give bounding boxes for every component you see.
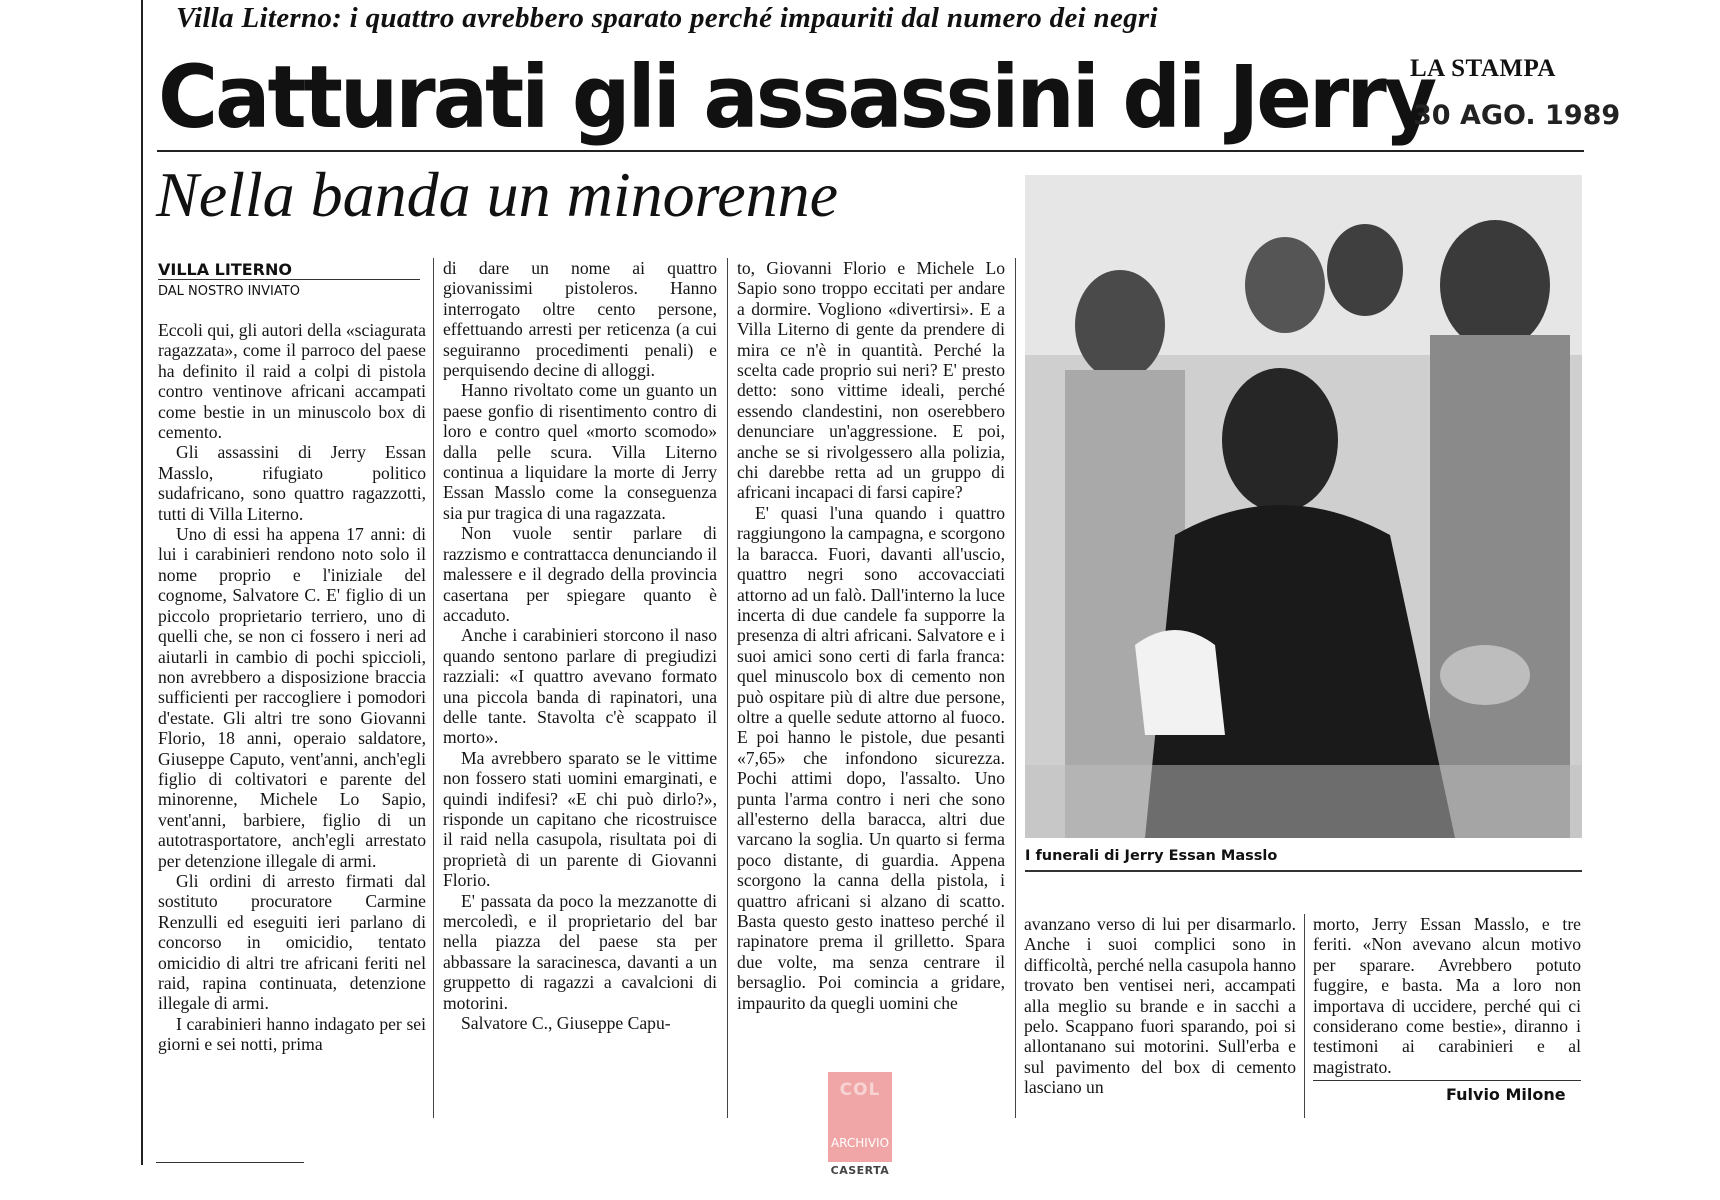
paragraph: to, Giovanni Florio e Michele Lo Sapio sono troppo eccitati per andare a dormire. Vogliono «divertirsi». E a Villa Literno di gente da prendere di mira ce n'è in quantità. Perché la scelta cade proprio sui neri? E' presto detto: sono vittime ideali, perché essendo clandestini, non oserebbero denunciare un'aggressione. E poi, anche se si rivolgessero alla polizia, chi darebbe retta ad un gruppo di africani incapaci di farsi capire? xyxy=(737,258,1005,503)
subhead: Nella banda un minorenne xyxy=(156,159,838,230)
column-rule xyxy=(1015,258,1016,1118)
kicker: Villa Literno: i quattro avrebbero sparato perché impauriti dal numero dei negri xyxy=(176,2,1158,34)
masthead-la-stampa: LA STAMPA xyxy=(1410,55,1556,82)
article-column-5 xyxy=(1313,914,1581,1077)
paragraph: I carabinieri hanno indagato per sei giorni e sei notti, prima xyxy=(158,1013,426,1055)
caption-rule xyxy=(1025,870,1582,872)
paragraph: Uno di essi ha appena 17 anni: di lui i carabinieri rendono noto solo il nome proprio e l'iniziale del cognome, Salvatore C. E' figlio di un piccolo proprietario terriero, uno di quelli che, se non ci fossero i neri ad aiutarli in cambio di pochi spiccioli, non avrebbero a disposizione braccia sufficienti per raccogliere i pomodori d'estate. Gli altri tre sono Giovanni Florio, 18 anni, operaio saldatore, Giuseppe Caputo, vent'anni, anch'egli figlio di coltivatori e parente del minorenne, Michele Lo Sapio, vent'anni, barbiere, figlio di un autotrasportatore, anch'egli arrestato per detenzione illegale di armi. xyxy=(158,524,426,871)
paragraph: Eccoli qui, gli autori della «sciagurata ragazzata», come il parroco del paese ha definito il raid a colpi di pistola contro ventinove africani accampati come bestie in un minuscolo box di cemento. xyxy=(158,320,426,443)
column-rule xyxy=(1304,914,1305,1118)
watermark-middle: ARCHIVIO xyxy=(830,1136,890,1150)
paragraph: Non vuole sentir parlare di razzismo e contrattacca denunciando il malessere e il degrado della provincia casertana per spiegare quanto è accaduto. xyxy=(443,523,717,625)
watermark-bottom: CASERTA xyxy=(830,1164,890,1177)
paragraph: E' quasi l'una quando i quattro raggiungono la campagna, e scorgono la baracca. Fuori, davanti all'uscio, quattro negri sono accovacciati attorno ad un falò. Dall'interno la luce incerta di due candele fa supporre la presenza di altri africani. Salvatore e i suoi amici sono certi di farla franca: quel minuscolo box di cemento non può ospitare più di altre due persone, oltre a quelle sedute attorno al fuoco. E poi hanno le pistole, due pesanti «7,65» che infondono sicurezza. Pochi attimi dopo, l'assalto. Uno punta l'arma contro i neri che sono all'esterno della baracca, altri due varcano la soglia. Un quarto si ferma poco distante, di guardia. Appena scorgono la canna della pistola, i quattro africani si alzano di scatto. Basta questo gesto inatteso perché il rapinatore prema il grilletto. Spara due volte, ma senza centrare il bersaglio. Poi comincia a gridare, impaurito da quegli uomini che xyxy=(737,502,1005,1013)
date-stamp: 30 AGO. 1989 xyxy=(1413,100,1621,131)
article-column-2 xyxy=(443,258,717,1033)
headline-rule xyxy=(157,150,1584,152)
dateline-rule xyxy=(158,279,420,280)
watermark-top: COL xyxy=(839,1080,881,1100)
signoff-rule xyxy=(1313,1080,1581,1081)
author-signoff: Fulvio Milone xyxy=(1446,1085,1566,1104)
bottom-rule xyxy=(156,1162,304,1163)
byline-source: DAL NOSTRO INVIATO xyxy=(158,284,300,299)
photo-image xyxy=(1025,175,1582,838)
paragraph: di dare un nome ai quattro giovanissimi pistoleros. Hanno interrogato oltre cento persone, effettuando arresti per reticenza (a cui seguiranno procedimenti penali) e perquisendo decine di alloggi. xyxy=(443,258,717,381)
paragraph: Ma avrebbero sparato se le vittime non fossero stati uomini emarginati, e quindi indifesi? «E chi può dirlo?», risponde un capitano che ricostruisce il raid nella casupola, risultata poi di proprietà di un parente di Giovanni Florio. xyxy=(443,747,717,891)
archivio-watermark xyxy=(828,1072,892,1180)
paragraph: avanzano verso di lui per disarmarlo. Anche i suoi complici sono in difficoltà, perché nella casupola hanno trovato ben ventisei neri, accampati alla meglio su brande e in sacchi a pelo. Scappano fuori sparando, poi si allontanano sui motorini. Sull'erba e sul pavimento del box di cemento lasciano un xyxy=(1024,914,1296,1098)
article-column-4 xyxy=(1024,914,1296,1098)
paragraph: Gli ordini di arresto firmati dal sostituto procuratore Carmine Renzulli ed eseguiti ieri parlano di concorso in omicidio, tentato omicidio di altri tre africani feriti nel raid, rapina continuata, detenzione illegale di armi. xyxy=(158,870,426,1014)
dateline: VILLA LITERNO xyxy=(158,260,292,279)
left-margin-rule xyxy=(141,0,143,1165)
column-rule xyxy=(727,258,728,1118)
paragraph: morto, Jerry Essan Masslo, e tre feriti. «Non avevano alcun motivo per sparare. Avrebbero potuto fuggire, e basta. Ma a loro non importava di uccidere, perché qui ci considerano come bestie», diranno i testimoni ai carabinieri e al magistrato. xyxy=(1313,914,1581,1077)
photo-caption: I funerali di Jerry Essan Masslo xyxy=(1025,848,1278,864)
funeral-photo xyxy=(1025,175,1582,838)
article-column-1 xyxy=(158,320,426,1055)
headline: Catturati gli assassini di Jerry xyxy=(158,48,1435,148)
column-rule xyxy=(433,258,434,1118)
paragraph: E' passata da poco la mezzanotte di mercoledì, e il proprietario del bar nella piazza del paese sta per abbassare la saracinesca, davanti a un gruppetto di ragazzi a cavalcioni di motorini. xyxy=(443,890,717,1013)
article-column-3 xyxy=(737,258,1005,1013)
paragraph: Salvatore C., Giuseppe Capu- xyxy=(461,1013,671,1034)
paragraph: Anche i carabinieri storcono il naso quando sentono parlare di pregiudizi razziali: «I quattro avevano formato una piccola banda di rapinatori, una delle tante. Stavolta c'è scappato il morto». xyxy=(443,625,717,748)
paragraph: Gli assassini di Jerry Essan Masslo, rifugiato politico sudafricano, sono quattro ragazzotti, tutti di Villa Literno. xyxy=(158,442,426,524)
watermark-box xyxy=(828,1072,892,1162)
paragraph: Hanno rivoltato come un guanto un paese gonfio di risentimento contro di loro e contro quel «morto scomodo» dalla pelle scura. Villa Literno continua a liquidare la morte di Jerry Essan Masslo come la conseguenza sia pur tragica di una ragazzata. xyxy=(443,380,717,523)
